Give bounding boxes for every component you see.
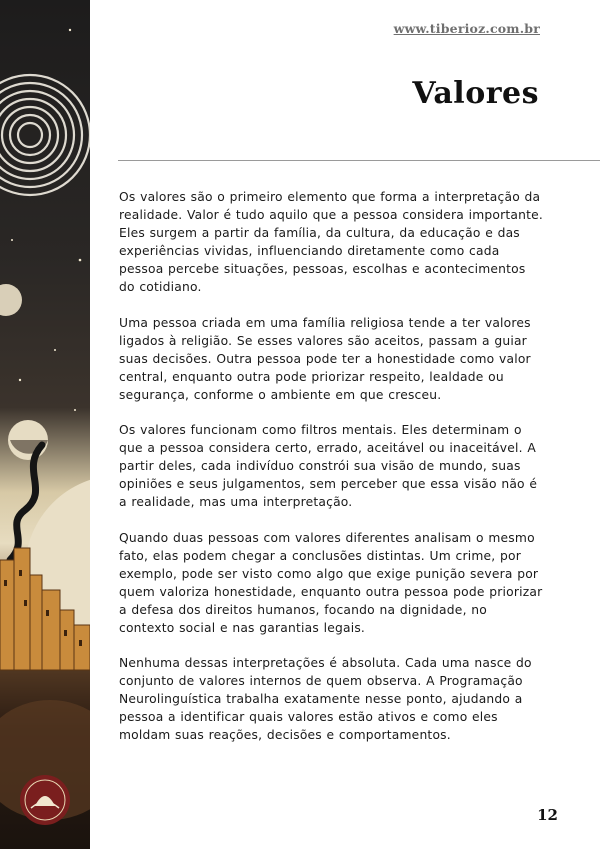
planet-small [0, 284, 22, 316]
paragraph: Quando duas pessoas com valores diferentes analisam o mesmo fato, elas podem chegar a conclusões distintas. Um crime, por exemplo, pode ser visto como algo que exige punição severa por quem valoriza honestidade, enquanto outra pessoa pode priorizar a defesa dos direitos humanos, focando na dignidade, no contexto social e nas garantias legais. [119, 530, 543, 635]
page-number: 12 [537, 806, 558, 824]
cosmic-illustration [0, 0, 90, 849]
swirl-rings [0, 75, 90, 195]
paragraph: Os valores são o primeiro elemento que forma a interpretação da realidade. Valor é tudo aquilo que a pessoa considera importante. Eles surgem a partir da família, da cultura, da educação e das experiências vividas, influenciando diretamente como cada pessoa percebe situações, pessoas, escolhas e acontecimentos do cotidiano. [119, 190, 544, 294]
title-divider [118, 160, 600, 161]
body-text [119, 188, 544, 762]
paragraph: Nenhuma dessas interpretações é absoluta. Cada uma nasce do conjunto de valores internos de quem observa. A Programação Neurolinguística trabalha exatamente nesse ponto, ajudando a pessoa a identificar quais valores estão ativos e como eles moldam suas reações, decisões e comportamentos. [119, 656, 532, 742]
seal-emblem [20, 775, 70, 825]
page-title: Valores [412, 76, 539, 111]
decorative-side-artwork [0, 0, 90, 849]
paragraph: Os valores funcionam como filtros mentais. Eles determinam o que a pessoa considera certo, errado, aceitável ou inaceitável. A partir deles, cada indivíduo constrói sua visão de mundo, suas opiniões e seus julgamentos, sem perceber que essa visão não é a realidade, mas uma interpretação. [119, 423, 538, 509]
website-url[interactable]: www.tiberioz.com.br [393, 21, 540, 36]
paragraph: Uma pessoa criada em uma família religiosa tende a ter valores ligados à religião. Se esses valores são aceitos, passam a guiar suas decisões. Outra pessoa pode ter a honestidade como valor central, enquanto outra pode priorizar respeito, lealdade ou segurança, conforme o ambiente em que cresceu. [119, 315, 531, 402]
